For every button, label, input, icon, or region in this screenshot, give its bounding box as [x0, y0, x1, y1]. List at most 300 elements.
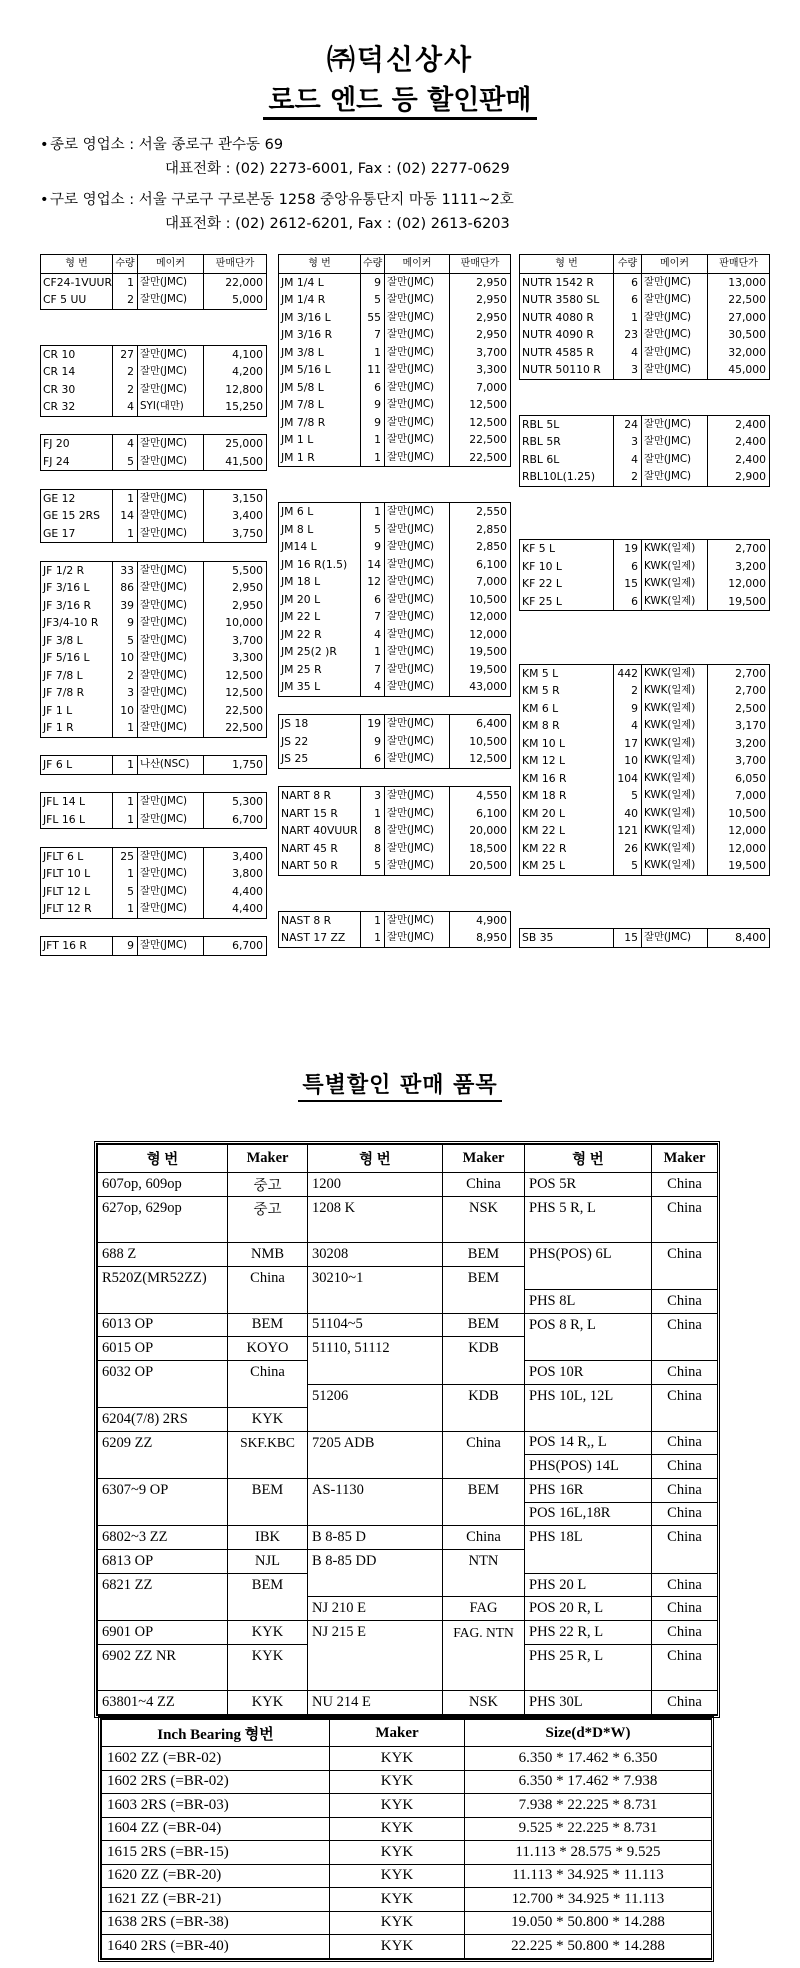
quantity: 25	[113, 847, 138, 865]
table-row	[520, 682, 770, 700]
quantity: 9	[614, 700, 642, 718]
unit-price: 12,000	[708, 840, 770, 858]
unit-price	[450, 467, 511, 485]
maker: 잘만(JMC)	[385, 608, 450, 626]
maker	[642, 379, 708, 397]
part-number: 6013 OP	[98, 1313, 228, 1337]
maker: FAG	[443, 1597, 525, 1621]
unit-price: 3,400	[204, 507, 267, 525]
unit-price: 4,400	[204, 883, 267, 901]
maker: KWK(일제)	[642, 700, 708, 718]
maker: KWK(일제)	[642, 593, 708, 611]
part-number: JM 1/4 R	[279, 291, 361, 309]
quantity: 11	[361, 361, 385, 379]
table-row	[98, 1526, 718, 1550]
table-header-row	[98, 1145, 718, 1173]
maker: KYK	[330, 1770, 465, 1794]
part-number: PHS 8L	[525, 1289, 652, 1313]
part-number: JF 7/8 L	[41, 667, 113, 685]
unit-price: 2,700	[708, 682, 770, 700]
unit-price: 5,500	[204, 561, 267, 579]
unit-price	[708, 911, 770, 929]
maker: 잘만(JMC)	[385, 750, 450, 768]
maker: 잘만(JMC)	[385, 678, 450, 696]
maker: 잘만(JMC)	[642, 929, 708, 948]
maker: 잘만(JMC)	[138, 865, 204, 883]
part-number: JF 3/16 L	[41, 579, 113, 597]
unit-price: 3,800	[204, 865, 267, 883]
part-number: JM 1/4 L	[279, 273, 361, 291]
unit-price: 2,950	[450, 309, 511, 327]
maker	[385, 485, 450, 503]
table-row	[520, 468, 770, 486]
maker: 잘만(JMC)	[138, 525, 204, 543]
table-row	[98, 1431, 718, 1455]
maker: BEM	[443, 1313, 525, 1337]
maker	[385, 893, 450, 911]
quantity: 6	[614, 273, 642, 291]
part-number: RBL 5L	[520, 415, 614, 433]
quantity: 10	[614, 752, 642, 770]
maker: KYK	[228, 1621, 308, 1645]
part-number: JM 25(2 )R	[279, 643, 361, 661]
unit-price: 12,000	[708, 822, 770, 840]
part-number: KM 8 R	[520, 717, 614, 735]
unit-price: 10,500	[708, 805, 770, 823]
spacer-row	[41, 737, 267, 756]
quantity: 1	[361, 344, 385, 362]
table-row	[279, 431, 511, 449]
unit-price: 3,750	[204, 525, 267, 543]
maker: China	[652, 1621, 718, 1645]
size: 11.113 * 34.925 * 11.113	[465, 1864, 712, 1888]
spacer-row	[520, 629, 770, 647]
quantity	[361, 696, 385, 715]
quantity: 6	[361, 591, 385, 609]
maker: China	[652, 1196, 718, 1219]
part-number: KM 5 L	[520, 664, 614, 682]
part-number: NAST 17 ZZ	[279, 929, 361, 947]
special-title	[0, 1068, 800, 1099]
part-number: NJ 215 E	[308, 1621, 443, 1645]
table-row	[279, 573, 511, 591]
quantity: 5	[113, 632, 138, 650]
maker: China	[652, 1597, 718, 1621]
maker: 잘만(JMC)	[642, 433, 708, 451]
part-number: 627op, 629op	[98, 1196, 228, 1219]
table-row	[98, 1289, 718, 1313]
size: 12.700 * 34.925 * 11.113	[465, 1888, 712, 1912]
part-number: 1604 ZZ (=BR-04)	[102, 1817, 330, 1841]
bullet-icon: •	[40, 137, 49, 153]
quantity: 5	[361, 521, 385, 539]
table-row	[279, 291, 511, 309]
part-number: GE 12	[41, 489, 113, 507]
maker: 잘만(JMC)	[642, 361, 708, 379]
table-row	[98, 1550, 718, 1574]
part-number: KF 25 L	[520, 593, 614, 611]
part-number	[520, 875, 614, 893]
part-number	[98, 1667, 228, 1690]
table-row	[98, 1644, 718, 1667]
size: 7.938 * 22.225 * 8.731	[465, 1794, 712, 1818]
part-number	[41, 918, 113, 937]
part-number: KM 18 R	[520, 787, 614, 805]
subtitle-text: 로드 엔드 등 할인판매	[263, 85, 538, 120]
unit-price: 18,500	[450, 840, 511, 858]
quantity	[614, 875, 642, 893]
unit-price	[708, 893, 770, 911]
maker: 잘만(JMC)	[385, 361, 450, 379]
unit-price: 8,400	[708, 929, 770, 948]
table-row	[279, 538, 511, 556]
part-number: PHS 30L	[525, 1691, 652, 1715]
quantity: 1	[361, 643, 385, 661]
maker: 잘만(JMC)	[385, 805, 450, 823]
part-number: JF 1 L	[41, 702, 113, 720]
table-row	[520, 770, 770, 788]
quantity: 2	[113, 291, 138, 309]
unit-price: 4,900	[450, 911, 511, 929]
part-number: 6307~9 OP	[98, 1478, 228, 1502]
size: 6.350 * 17.462 * 6.350	[465, 1747, 712, 1771]
table-row	[102, 1841, 712, 1865]
maker: 잘만(JMC)	[138, 291, 204, 309]
part-number: NART 8 R	[279, 787, 361, 805]
quantity: 6	[614, 558, 642, 576]
quantity: 4	[361, 626, 385, 644]
table-row	[41, 291, 267, 309]
price-table-3	[519, 254, 770, 948]
unit-price	[204, 774, 267, 793]
maker: 잘만(JMC)	[385, 326, 450, 344]
table-row	[41, 865, 267, 883]
table-row	[41, 345, 267, 363]
maker: KDB	[443, 1337, 525, 1361]
maker	[228, 1384, 308, 1407]
maker: KWK(일제)	[642, 822, 708, 840]
part-number	[525, 1266, 652, 1289]
quantity: 1	[113, 756, 138, 775]
table-row	[41, 489, 267, 507]
maker: 잘만(JMC)	[642, 415, 708, 433]
part-number	[308, 1455, 443, 1479]
table-row	[520, 540, 770, 558]
maker: KWK(일제)	[642, 857, 708, 875]
spacer-row	[279, 768, 511, 787]
unit-price	[708, 504, 770, 522]
maker	[652, 1337, 718, 1361]
maker	[642, 875, 708, 893]
unit-price: 41,500	[204, 453, 267, 471]
part-number: 51110, 51112	[308, 1337, 443, 1361]
quantity	[361, 768, 385, 787]
spacer-row	[41, 774, 267, 793]
part-number: 1621 ZZ (=BR-21)	[102, 1888, 330, 1912]
part-number: PHS 16R	[525, 1478, 652, 1502]
quantity: 1	[113, 273, 138, 291]
maker	[642, 486, 708, 504]
part-number: KF 10 L	[520, 558, 614, 576]
part-number: JF 5/16 L	[41, 649, 113, 667]
maker: 잘만(JMC)	[385, 379, 450, 397]
part-number: POS 14 R,, L	[525, 1431, 652, 1455]
size: 22.225 * 50.800 * 14.288	[465, 1935, 712, 1959]
unit-price	[450, 485, 511, 503]
part-number: NJ 210 E	[308, 1597, 443, 1621]
quantity: 1	[113, 793, 138, 811]
table-row	[41, 453, 267, 471]
spacer-row	[520, 875, 770, 893]
table-row	[41, 900, 267, 918]
unit-price	[708, 379, 770, 397]
maker: 잘만(JMC)	[385, 503, 450, 521]
table-row	[520, 344, 770, 362]
part-number: CR 14	[41, 363, 113, 381]
maker: 잘만(JMC)	[385, 414, 450, 432]
unit-price: 32,000	[708, 344, 770, 362]
quantity: 4	[614, 344, 642, 362]
maker: KWK(일제)	[642, 540, 708, 558]
maker: KWK(일제)	[642, 805, 708, 823]
table-row	[41, 579, 267, 597]
unit-price	[708, 629, 770, 647]
part-number: JM 3/8 L	[279, 344, 361, 362]
table-row	[279, 361, 511, 379]
unit-price: 22,500	[204, 719, 267, 737]
quantity: 55	[361, 309, 385, 327]
inch-table	[101, 1719, 712, 1959]
quantity	[614, 522, 642, 540]
maker: 잘만(JMC)	[138, 579, 204, 597]
column-header: 판매단가	[204, 255, 267, 274]
table-row	[102, 1888, 712, 1912]
part-number: JM 5/8 L	[279, 379, 361, 397]
quantity	[614, 629, 642, 647]
part-number: JFLT 12 R	[41, 900, 113, 918]
part-number: NUTR 50110 R	[520, 361, 614, 379]
part-number: NART 45 R	[279, 840, 361, 858]
part-number: PHS 20 L	[525, 1573, 652, 1597]
quantity: 1	[614, 309, 642, 327]
table-row	[279, 449, 511, 467]
maker: 잘만(JMC)	[138, 614, 204, 632]
unit-price	[204, 918, 267, 937]
maker: China	[443, 1173, 525, 1197]
spacer-row	[520, 379, 770, 397]
quantity	[614, 379, 642, 397]
part-number	[41, 327, 113, 345]
maker: China	[652, 1361, 718, 1385]
part-number: JF3/4-10 R	[41, 614, 113, 632]
part-number: 51206	[308, 1384, 443, 1407]
spacer-row	[41, 471, 267, 490]
part-number: POS 5R	[525, 1173, 652, 1197]
table-row	[41, 684, 267, 702]
table-row	[98, 1667, 718, 1690]
maker: 잘만(JMC)	[138, 632, 204, 650]
spacer-row	[41, 918, 267, 937]
table-row	[41, 381, 267, 399]
part-number: NUTR 1542 R	[520, 273, 614, 291]
maker: 잘만(JMC)	[138, 489, 204, 507]
maker: 잘만(JMC)	[138, 597, 204, 615]
unit-price: 3,300	[204, 649, 267, 667]
part-number	[279, 485, 361, 503]
part-number	[308, 1644, 443, 1667]
part-number: RBL 6L	[520, 451, 614, 469]
maker	[385, 467, 450, 485]
spacer-row	[41, 327, 267, 345]
maker: 잘만(JMC)	[385, 556, 450, 574]
unit-price	[450, 696, 511, 715]
quantity: 5	[113, 883, 138, 901]
part-number: B 8-85 D	[308, 1526, 443, 1550]
table-row	[279, 379, 511, 397]
quantity: 4	[113, 435, 138, 453]
office-jongro: •종로 영업소 : 서울 종로구 관수동 69 대표전화 : (02) 2273-6001, Fax : (02) 2277-0629	[40, 133, 510, 181]
maker	[642, 504, 708, 522]
maker: KWK(일제)	[642, 787, 708, 805]
maker: 잘만(JMC)	[138, 811, 204, 829]
part-number	[308, 1667, 443, 1690]
quantity: 27	[113, 345, 138, 363]
unit-price: 2,950	[450, 291, 511, 309]
part-number: 1615 2RS (=BR-15)	[102, 1841, 330, 1865]
table-row	[98, 1243, 718, 1267]
column-header: 메이커	[642, 255, 708, 274]
company-name: ㈜덕신상사	[326, 43, 474, 76]
table-row	[41, 793, 267, 811]
maker: 잘만(JMC)	[642, 468, 708, 486]
unit-price: 13,000	[708, 273, 770, 291]
table-row	[279, 309, 511, 327]
unit-price: 2,400	[708, 451, 770, 469]
table-row	[279, 608, 511, 626]
page-subtitle	[0, 78, 800, 117]
table-row	[98, 1478, 718, 1502]
table-row	[279, 414, 511, 432]
maker: China	[652, 1502, 718, 1526]
maker: China	[652, 1478, 718, 1502]
unit-price: 6,100	[450, 556, 511, 574]
spacer-row	[279, 893, 511, 911]
unit-price: 7,000	[450, 573, 511, 591]
maker: 잘만(JMC)	[138, 453, 204, 471]
part-number	[520, 646, 614, 664]
part-number	[525, 1219, 652, 1242]
maker: 잘만(JMC)	[385, 521, 450, 539]
unit-price: 12,500	[204, 667, 267, 685]
column-header: 형 번	[41, 255, 113, 274]
part-number	[520, 629, 614, 647]
maker	[443, 1455, 525, 1479]
unit-price: 12,000	[708, 575, 770, 593]
quantity: 1	[113, 719, 138, 737]
table-row	[520, 929, 770, 948]
table-row	[520, 840, 770, 858]
part-number	[279, 467, 361, 485]
part-number: 1638 2RS (=BR-38)	[102, 1911, 330, 1935]
unit-price: 3,150	[204, 489, 267, 507]
size: 19.050 * 50.800 * 14.288	[465, 1911, 712, 1935]
spacer-row	[520, 893, 770, 911]
maker: FAG. NTN	[443, 1621, 525, 1645]
column-header: 형 번	[520, 255, 614, 274]
maker: BEM	[228, 1573, 308, 1597]
quantity: 15	[614, 929, 642, 948]
part-number: GE 15 2RS	[41, 507, 113, 525]
column-header: 형 번	[308, 1145, 443, 1173]
quantity	[361, 875, 385, 893]
maker: China	[443, 1526, 525, 1550]
quantity: 8	[361, 840, 385, 858]
maker	[385, 875, 450, 893]
maker: KYK	[330, 1794, 465, 1818]
quantity: 1	[113, 865, 138, 883]
unit-price: 4,400	[204, 900, 267, 918]
part-number: 6015 OP	[98, 1337, 228, 1361]
maker	[228, 1455, 308, 1479]
table-row	[520, 857, 770, 875]
maker: KYK	[330, 1817, 465, 1841]
unit-price	[204, 737, 267, 756]
unit-price	[708, 486, 770, 504]
quantity: 3	[361, 787, 385, 805]
table-row	[520, 735, 770, 753]
table-row	[102, 1864, 712, 1888]
table-row	[279, 750, 511, 768]
maker	[443, 1667, 525, 1690]
part-number: RBL10L(1.25)	[520, 468, 614, 486]
table-row	[41, 883, 267, 901]
column-header: 메이커	[138, 255, 204, 274]
part-number: JM 35 L	[279, 678, 361, 696]
part-number: R520Z(MR52ZZ)	[98, 1266, 228, 1289]
unit-price: 19,500	[708, 593, 770, 611]
maker	[385, 696, 450, 715]
quantity: 23	[614, 326, 642, 344]
table-row	[98, 1384, 718, 1407]
quantity: 2	[614, 468, 642, 486]
part-number: POS 8 R, L	[525, 1313, 652, 1337]
part-number: 1602 2RS (=BR-02)	[102, 1770, 330, 1794]
part-number: 30208	[308, 1243, 443, 1267]
maker: 잘만(JMC)	[385, 573, 450, 591]
quantity: 14	[361, 556, 385, 574]
unit-price: 2,900	[708, 468, 770, 486]
maker: China	[228, 1361, 308, 1385]
quantity: 9	[113, 937, 138, 956]
table-row	[279, 643, 511, 661]
table-row	[279, 929, 511, 947]
unit-price: 12,500	[450, 750, 511, 768]
spacer-row	[279, 485, 511, 503]
unit-price: 2,550	[450, 503, 511, 521]
maker: 잘만(JMC)	[642, 344, 708, 362]
quantity: 1	[361, 431, 385, 449]
column-header: 수량	[361, 255, 385, 274]
quantity	[361, 485, 385, 503]
maker	[443, 1644, 525, 1667]
quantity: 7	[361, 661, 385, 679]
maker: 잘만(JMC)	[138, 363, 204, 381]
table-row	[520, 415, 770, 433]
part-number: PHS 25 R, L	[525, 1644, 652, 1667]
column-header: Maker	[330, 1720, 465, 1747]
maker: 잘만(JMC)	[385, 591, 450, 609]
unit-price: 6,700	[204, 811, 267, 829]
